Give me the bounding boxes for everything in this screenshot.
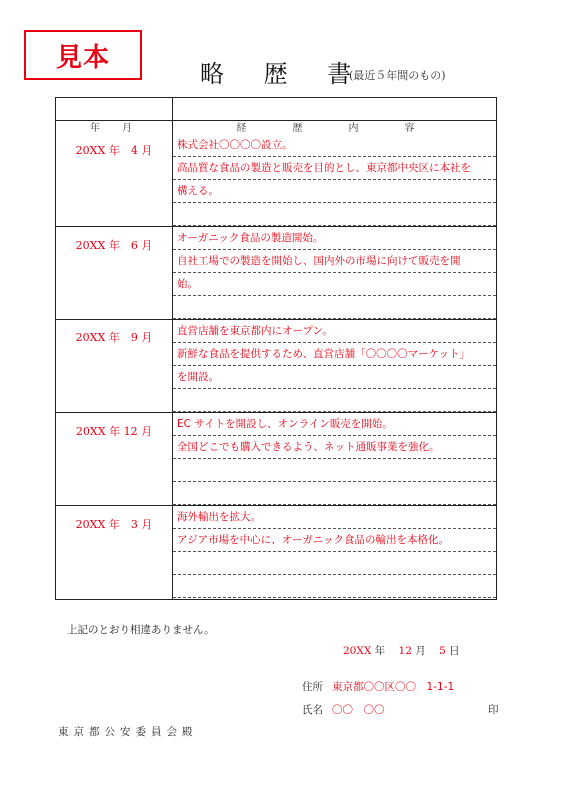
signed-date	[343, 643, 460, 658]
entry-line: 新鮮な食品を提供するため、直営店舗「〇〇〇〇マーケット」	[173, 343, 496, 366]
entry-line	[173, 575, 496, 598]
entry-line	[173, 203, 496, 226]
document-title: 略 歴 書	[200, 60, 368, 88]
entry-line: 全国どこでも購入できるよう、ネット通販事業を強化。	[173, 436, 496, 459]
address-label: 住所	[302, 681, 323, 693]
signed-year-unit: 年	[374, 645, 386, 657]
entry-line	[173, 552, 496, 575]
name-value: 〇〇 〇〇	[332, 704, 385, 716]
entry-date: 20XX 年 9 月	[75, 331, 153, 344]
addressee: 東京都公安委員会殿	[58, 726, 198, 738]
entry-line: 自社工場での製造を開始し、国内外の市場に向けて販売を開	[173, 250, 496, 273]
entry-date: 20XX 年 3 月	[75, 518, 153, 531]
entry-line: 直営店舗を東京都内にオープン。	[173, 320, 496, 343]
seal-label: 印	[488, 704, 499, 716]
signed-month-unit: 月	[415, 645, 426, 657]
entry-line: を開設。	[173, 366, 496, 389]
entry-line: 始。	[173, 273, 496, 296]
name-label: 氏名	[302, 704, 323, 716]
signed-month: 12	[398, 645, 412, 657]
entry-line: 高品質な食品の製造と販売を目的とし、東京都中央区に本社を	[173, 157, 496, 180]
entry-line	[173, 482, 496, 505]
entry-line: アジア市場を中心に、オーガニック食品の輸出を本格化。	[173, 529, 496, 552]
entry-line: 構える。	[173, 180, 496, 203]
entry-line: 株式会社〇〇〇〇設立。	[173, 134, 496, 157]
entry-date: 20XX 年 12 月	[75, 425, 153, 438]
entry-date: 20XX 年 6 月	[75, 239, 153, 252]
declaration-statement: 上記のとおり相違ありません。	[67, 624, 215, 636]
address-value: 東京都〇〇区〇〇 1-1-1	[332, 681, 455, 693]
entry-line	[173, 389, 496, 412]
document-subtitle: (最近５年間のもの)	[349, 69, 446, 82]
entry-date: 20XX 年 4 月	[75, 144, 153, 157]
entry-line: オーガニック食品の製造開始。	[173, 227, 496, 250]
history-table	[55, 97, 497, 600]
entry-line	[173, 459, 496, 482]
sample-stamp: 見本	[24, 30, 142, 80]
entry-line	[173, 296, 496, 319]
header-content: 経 歴 内 容	[236, 123, 433, 134]
signed-day-unit: 日	[449, 645, 460, 657]
signed-day: 5	[439, 645, 446, 657]
signed-year: 20XX	[343, 645, 372, 657]
entry-line: 海外輸出を拡大。	[173, 506, 496, 529]
header-year-month: 年 月	[90, 123, 138, 134]
entry-line: EC サイトを開設し、オンライン販売を開始。	[173, 413, 496, 436]
